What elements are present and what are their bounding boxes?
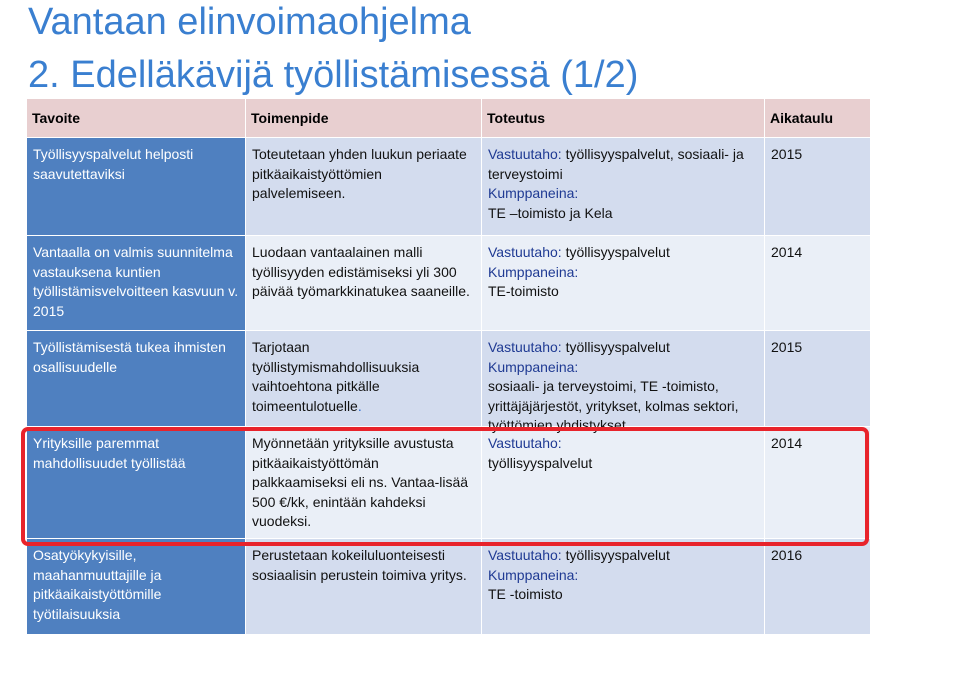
page-title: Vantaan elinvoimaohjelma (28, 1, 471, 43)
schedule-cell: 2015 (765, 138, 871, 236)
header-action: Toimenpide (246, 99, 482, 138)
header-goal: Tavoite (27, 99, 246, 138)
table-row (27, 138, 871, 236)
implementation-cell (482, 236, 765, 331)
schedule-cell: 2015 (765, 331, 871, 427)
partners-label: Kumppaneina: (488, 263, 579, 280)
responsible-value: työllisyyspalvelut (561, 339, 670, 355)
implementation-cell (482, 331, 765, 433)
partners-label: Kumppaneina: (488, 358, 579, 375)
action-cell: Luodaan vantaalainen malli työllisyyden edistämiseksi yli 300 päivää työmarkkinatukea saaneille. (246, 236, 482, 331)
goal-cell: Työllistämisestä tukea ihmisten osallisuudelle (27, 331, 246, 427)
header-implementation: Toteutus (482, 99, 765, 138)
action-cell (246, 331, 482, 427)
responsible-label: Vastuutaho: (488, 339, 562, 355)
header-schedule: Aikataulu (765, 99, 871, 138)
program-table (26, 98, 871, 635)
goal-cell: Työllisyyspalvelut helposti saavutettaviksi (27, 138, 246, 236)
responsible-value: työllisyyspalvelut (561, 547, 670, 563)
table-row (27, 331, 871, 427)
goal-cell: Vantaalla on valmis suunnitelma vastauksena kuntien työllistämisvelvoitteen kasvuun v. 2015 (27, 236, 246, 331)
partners-value: TE-toimisto (488, 283, 559, 299)
partners-value: TE -toimisto (488, 586, 563, 602)
responsible-label: Vastuutaho: (488, 244, 562, 260)
action-cell: Myönnetään yrityksille avustusta pitkäaikaistyöttömän palkkaamiseksi eli ns. Vantaa-lisää 500 €/kk, enintään kahdeksi vuodeksi. (246, 427, 482, 539)
schedule-cell: 2014 (765, 427, 871, 539)
responsible-label: Vastuutaho: (488, 547, 562, 563)
table-row (27, 539, 871, 635)
schedule-cell: 2014 (765, 236, 871, 331)
responsible-value: työllisyyspalvelut (488, 454, 593, 471)
page-subtitle: 2. Edelläkävijä työllistämisessä (1/2) (28, 54, 639, 96)
implementation-cell (482, 427, 765, 539)
partners-value: TE –toimisto ja Kela (488, 204, 613, 221)
implementation-cell (482, 539, 765, 635)
partners-label: Kumppaneina: (488, 185, 579, 201)
table-header-row (27, 99, 871, 138)
action-cell: Toteutetaan yhden luukun periaate pitkäaikaistyöttömien palvelemiseen. (246, 138, 482, 236)
responsible-value: työllisyyspalvelut, sosiaali- ja terveystoimi (488, 146, 744, 182)
implementation-content (488, 338, 759, 433)
implementation-cell (482, 138, 765, 236)
responsible-value: työllisyyspalvelut (561, 244, 670, 260)
table-row (27, 236, 871, 331)
goal-cell: Yrityksille paremmat mahdollisuudet työllistää (27, 427, 246, 539)
schedule-cell: 2016 (765, 539, 871, 635)
partners-label: Kumppaneina: (488, 566, 579, 583)
action-text: Tarjotaan työllistymismahdollisuuksia vaihtoehtona pitkälle toimeentulotuelle (252, 339, 420, 414)
table-row (27, 427, 871, 539)
responsible-label: Vastuutaho: (488, 435, 562, 451)
action-cell: Perustetaan kokeiluluonteisesti sosiaalisin perustein toimiva yritys. (246, 539, 482, 635)
goal-cell: Osatyökykyisille, maahanmuuttajille ja pitkäaikaistyöttömille työtilaisuuksia (27, 539, 246, 635)
partners-value: sosiaali- ja terveystoimi, TE -toimisto, yrittäjäjärjestöt, yritykset, kolmas sektori, työttömien yhdistykset (488, 378, 739, 433)
responsible-label: Vastuutaho: (488, 146, 562, 162)
action-period: . (357, 397, 362, 414)
